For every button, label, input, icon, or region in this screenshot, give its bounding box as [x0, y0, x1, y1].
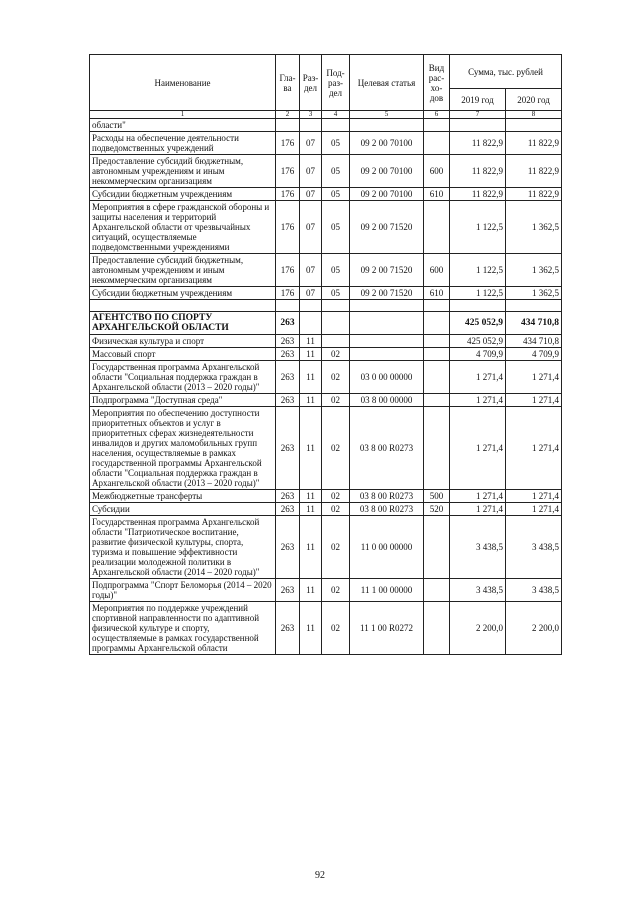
row-sum-2019: 1 122,5: [450, 287, 506, 300]
row-sum-2020: 4 709,9: [506, 348, 562, 361]
row-name: Государственная программа Архангельской области "Патриотическое воспитание, развитие физической культуры, спорта, туризма и повышение эффективности реализации молодежной политики в Архангельской области (2014 – 2020 годы)": [90, 516, 276, 579]
row-sum-2020: [506, 300, 562, 312]
row-sum-2020: 1 362,5: [506, 254, 562, 287]
row-target: 09 2 00 71520: [350, 201, 424, 254]
row-target: 11 1 00 R0272: [350, 602, 424, 655]
row-razdel: 11: [300, 394, 322, 407]
row-target: [350, 312, 424, 335]
row-vid: [424, 361, 450, 394]
row-target: 03 8 00 R0273: [350, 490, 424, 503]
row-vid: [424, 516, 450, 579]
row-sum-2019: 11 822,9: [450, 155, 506, 188]
row-sum-2019: 1 271,4: [450, 503, 506, 516]
row-target: [350, 119, 424, 132]
header-target: Целевая статья: [350, 55, 424, 111]
row-target: 03 8 00 00000: [350, 394, 424, 407]
column-number-row: [90, 111, 562, 119]
row-name: АГЕНТСТВО ПО СПОРТУ АРХАНГЕЛЬСКОЙ ОБЛАСТИ: [90, 312, 276, 335]
col-number: 2: [276, 111, 300, 119]
table-row: [90, 407, 562, 490]
row-sum-2020: 1 271,4: [506, 503, 562, 516]
row-sum-2020: 1 271,4: [506, 407, 562, 490]
row-sum-2020: 1 362,5: [506, 287, 562, 300]
row-razdel: 11: [300, 335, 322, 348]
row-podrazdel: 02: [322, 503, 350, 516]
row-podrazdel: 02: [322, 579, 350, 602]
table-row: [90, 602, 562, 655]
table-row: [90, 254, 562, 287]
table-row: [90, 348, 562, 361]
row-sum-2019: 11 822,9: [450, 132, 506, 155]
row-sum-2019: 3 438,5: [450, 516, 506, 579]
row-target: 11 0 00 00000: [350, 516, 424, 579]
row-razdel: [300, 312, 322, 335]
row-name: Подпрограмма "Спорт Беломорья (2014 – 2020 годы)": [90, 579, 276, 602]
table-row: [90, 132, 562, 155]
col-number: 5: [350, 111, 424, 119]
row-name: Субсидии бюджетным учреждениям: [90, 287, 276, 300]
row-vid: [424, 348, 450, 361]
row-razdel: [300, 119, 322, 132]
row-sum-2020: 3 438,5: [506, 516, 562, 579]
row-vid: [424, 312, 450, 335]
table-body: [90, 119, 562, 655]
row-target: 03 8 00 R0273: [350, 503, 424, 516]
col-number: 8: [506, 111, 562, 119]
row-name: Межбюджетные трансферты: [90, 490, 276, 503]
page-number: 92: [315, 870, 325, 881]
row-sum-2019: 425 052,9: [450, 312, 506, 335]
table-row: [90, 188, 562, 201]
row-name: Мероприятия в сфере гражданской обороны и защиты населения и территорий Архангельской области от чрезвычайных ситуаций, осуществляемые подведомственными учреждениями: [90, 201, 276, 254]
row-vid: 610: [424, 188, 450, 201]
row-podrazdel: 02: [322, 490, 350, 503]
row-vid: [424, 407, 450, 490]
row-razdel: 07: [300, 254, 322, 287]
table-row: [90, 503, 562, 516]
header-glava: Гла- ва: [276, 55, 300, 111]
row-glava: 176: [276, 155, 300, 188]
row-target: 09 2 00 70100: [350, 155, 424, 188]
header-sum: Сумма, тыс. рублей: [450, 55, 562, 89]
row-target: 03 8 00 R0273: [350, 407, 424, 490]
row-sum-2019: [450, 119, 506, 132]
row-vid: 500: [424, 490, 450, 503]
row-name: Мероприятия по поддержке учреждений спортивной направленности по адаптивной физической культуре и спорту, осуществляемые в рамках государственной программы Архангельской области: [90, 602, 276, 655]
row-sum-2020: 2 200,0: [506, 602, 562, 655]
row-sum-2019: 1 122,5: [450, 201, 506, 254]
header-2020: 2020 год: [506, 89, 562, 111]
row-sum-2020: [506, 119, 562, 132]
row-vid: [424, 335, 450, 348]
row-vid: 520: [424, 503, 450, 516]
table-header: [90, 55, 562, 119]
row-glava: 176: [276, 188, 300, 201]
row-glava: 263: [276, 335, 300, 348]
col-number: 4: [322, 111, 350, 119]
row-razdel: 11: [300, 490, 322, 503]
table-row: [90, 335, 562, 348]
row-glava: 263: [276, 361, 300, 394]
row-podrazdel: 05: [322, 201, 350, 254]
budget-table: [89, 54, 562, 655]
row-glava: 263: [276, 348, 300, 361]
row-glava: 263: [276, 490, 300, 503]
row-razdel: 11: [300, 602, 322, 655]
row-sum-2020: 11 822,9: [506, 155, 562, 188]
table-row: [90, 201, 562, 254]
row-razdel: 07: [300, 287, 322, 300]
row-podrazdel: 05: [322, 132, 350, 155]
row-sum-2020: 11 822,9: [506, 188, 562, 201]
row-podrazdel: [322, 335, 350, 348]
row-podrazdel: 05: [322, 287, 350, 300]
row-podrazdel: [322, 119, 350, 132]
col-number: 3: [300, 111, 322, 119]
row-razdel: [300, 300, 322, 312]
row-name: Предоставление субсидий бюджетным, автономным учреждениям и иным некоммерческим организациям: [90, 254, 276, 287]
row-target: [350, 348, 424, 361]
row-vid: 610: [424, 287, 450, 300]
header-razdel: Раз- дел: [300, 55, 322, 111]
row-name: Предоставление субсидий бюджетным, автономным учреждениям и иным некоммерческим организациям: [90, 155, 276, 188]
row-razdel: 11: [300, 407, 322, 490]
row-name: Подпрограмма "Доступная среда": [90, 394, 276, 407]
row-podrazdel: 05: [322, 254, 350, 287]
budget-sheet: [89, 54, 561, 655]
row-target: 11 1 00 00000: [350, 579, 424, 602]
header-name: Наименование: [90, 55, 276, 111]
row-sum-2019: 4 709,9: [450, 348, 506, 361]
row-glava: 263: [276, 503, 300, 516]
row-vid: [424, 201, 450, 254]
row-razdel: 07: [300, 188, 322, 201]
row-name: Субсидии бюджетным учреждениям: [90, 188, 276, 201]
row-vid: [424, 579, 450, 602]
header-2019: 2019 год: [450, 89, 506, 111]
row-target: 09 2 00 70100: [350, 132, 424, 155]
row-sum-2019: 1 271,4: [450, 407, 506, 490]
row-razdel: 11: [300, 361, 322, 394]
row-vid: [424, 119, 450, 132]
row-glava: 263: [276, 407, 300, 490]
row-name: области": [90, 119, 276, 132]
row-name: [90, 300, 276, 312]
row-razdel: 11: [300, 348, 322, 361]
row-razdel: 11: [300, 503, 322, 516]
row-razdel: 07: [300, 155, 322, 188]
row-sum-2019: 11 822,9: [450, 188, 506, 201]
row-name: Физическая культура и спорт: [90, 335, 276, 348]
row-vid: [424, 394, 450, 407]
row-name: Мероприятия по обеспечению доступности приоритетных объектов и услуг в приоритетных сферах жизнедеятельности инвалидов и других маломобильных групп населения, осуществляемые в рамках государственной программы Архангельской области "Социальная поддержка граждан в Архангельской области (2013 – 2020 годы)": [90, 407, 276, 490]
row-podrazdel: [322, 300, 350, 312]
table-row: [90, 312, 562, 335]
row-glava: 176: [276, 254, 300, 287]
row-podrazdel: [322, 312, 350, 335]
row-glava: 263: [276, 579, 300, 602]
row-sum-2019: 1 122,5: [450, 254, 506, 287]
row-podrazdel: 02: [322, 516, 350, 579]
table-row: [90, 394, 562, 407]
row-target: [350, 335, 424, 348]
row-vid: 600: [424, 254, 450, 287]
row-razdel: 11: [300, 579, 322, 602]
row-sum-2020: 1 362,5: [506, 201, 562, 254]
row-podrazdel: 02: [322, 407, 350, 490]
row-podrazdel: 02: [322, 361, 350, 394]
row-target: 03 0 00 00000: [350, 361, 424, 394]
row-sum-2019: 2 200,0: [450, 602, 506, 655]
row-razdel: 07: [300, 201, 322, 254]
row-podrazdel: 05: [322, 188, 350, 201]
table-row: [90, 287, 562, 300]
row-name: Массовый спорт: [90, 348, 276, 361]
row-razdel: 07: [300, 132, 322, 155]
row-sum-2019: 1 271,4: [450, 490, 506, 503]
row-name: Расходы на обеспечение деятельности подведомственных учреждений: [90, 132, 276, 155]
table-row: [90, 300, 562, 312]
row-name: Субсидии: [90, 503, 276, 516]
row-target: 09 2 00 71520: [350, 287, 424, 300]
row-glava: [276, 300, 300, 312]
row-sum-2020: 434 710,8: [506, 335, 562, 348]
row-sum-2019: [450, 300, 506, 312]
row-podrazdel: 02: [322, 602, 350, 655]
row-sum-2020: 1 271,4: [506, 394, 562, 407]
row-sum-2020: 434 710,8: [506, 312, 562, 335]
row-sum-2020: 11 822,9: [506, 132, 562, 155]
row-podrazdel: 05: [322, 155, 350, 188]
row-glava: 176: [276, 287, 300, 300]
row-glava: 176: [276, 132, 300, 155]
row-sum-2020: 1 271,4: [506, 361, 562, 394]
table-row: [90, 361, 562, 394]
header-vid: Вид рас- хо- дов: [424, 55, 450, 111]
row-glava: 263: [276, 516, 300, 579]
row-sum-2020: 3 438,5: [506, 579, 562, 602]
row-sum-2019: 425 052,9: [450, 335, 506, 348]
row-vid: [424, 300, 450, 312]
col-number: 6: [424, 111, 450, 119]
row-vid: [424, 132, 450, 155]
table-row: [90, 490, 562, 503]
row-glava: 263: [276, 602, 300, 655]
table-row: [90, 119, 562, 132]
row-name: Государственная программа Архангельской области "Социальная поддержка граждан в Архангельской области (2013 – 2020 годы)": [90, 361, 276, 394]
col-number: 1: [90, 111, 276, 119]
row-podrazdel: 02: [322, 394, 350, 407]
row-target: 09 2 00 71520: [350, 254, 424, 287]
table-row: [90, 516, 562, 579]
row-glava: 263: [276, 312, 300, 335]
row-sum-2019: 1 271,4: [450, 361, 506, 394]
row-sum-2020: 1 271,4: [506, 490, 562, 503]
row-target: 09 2 00 70100: [350, 188, 424, 201]
row-glava: [276, 119, 300, 132]
table-row: [90, 579, 562, 602]
row-podrazdel: 02: [322, 348, 350, 361]
header-podrazdel: Под- раз- дел: [322, 55, 350, 111]
row-glava: 176: [276, 201, 300, 254]
row-target: [350, 300, 424, 312]
row-sum-2019: 1 271,4: [450, 394, 506, 407]
col-number: 7: [450, 111, 506, 119]
row-glava: 263: [276, 394, 300, 407]
row-vid: [424, 602, 450, 655]
row-razdel: 11: [300, 516, 322, 579]
row-sum-2019: 3 438,5: [450, 579, 506, 602]
table-row: [90, 155, 562, 188]
row-vid: 600: [424, 155, 450, 188]
